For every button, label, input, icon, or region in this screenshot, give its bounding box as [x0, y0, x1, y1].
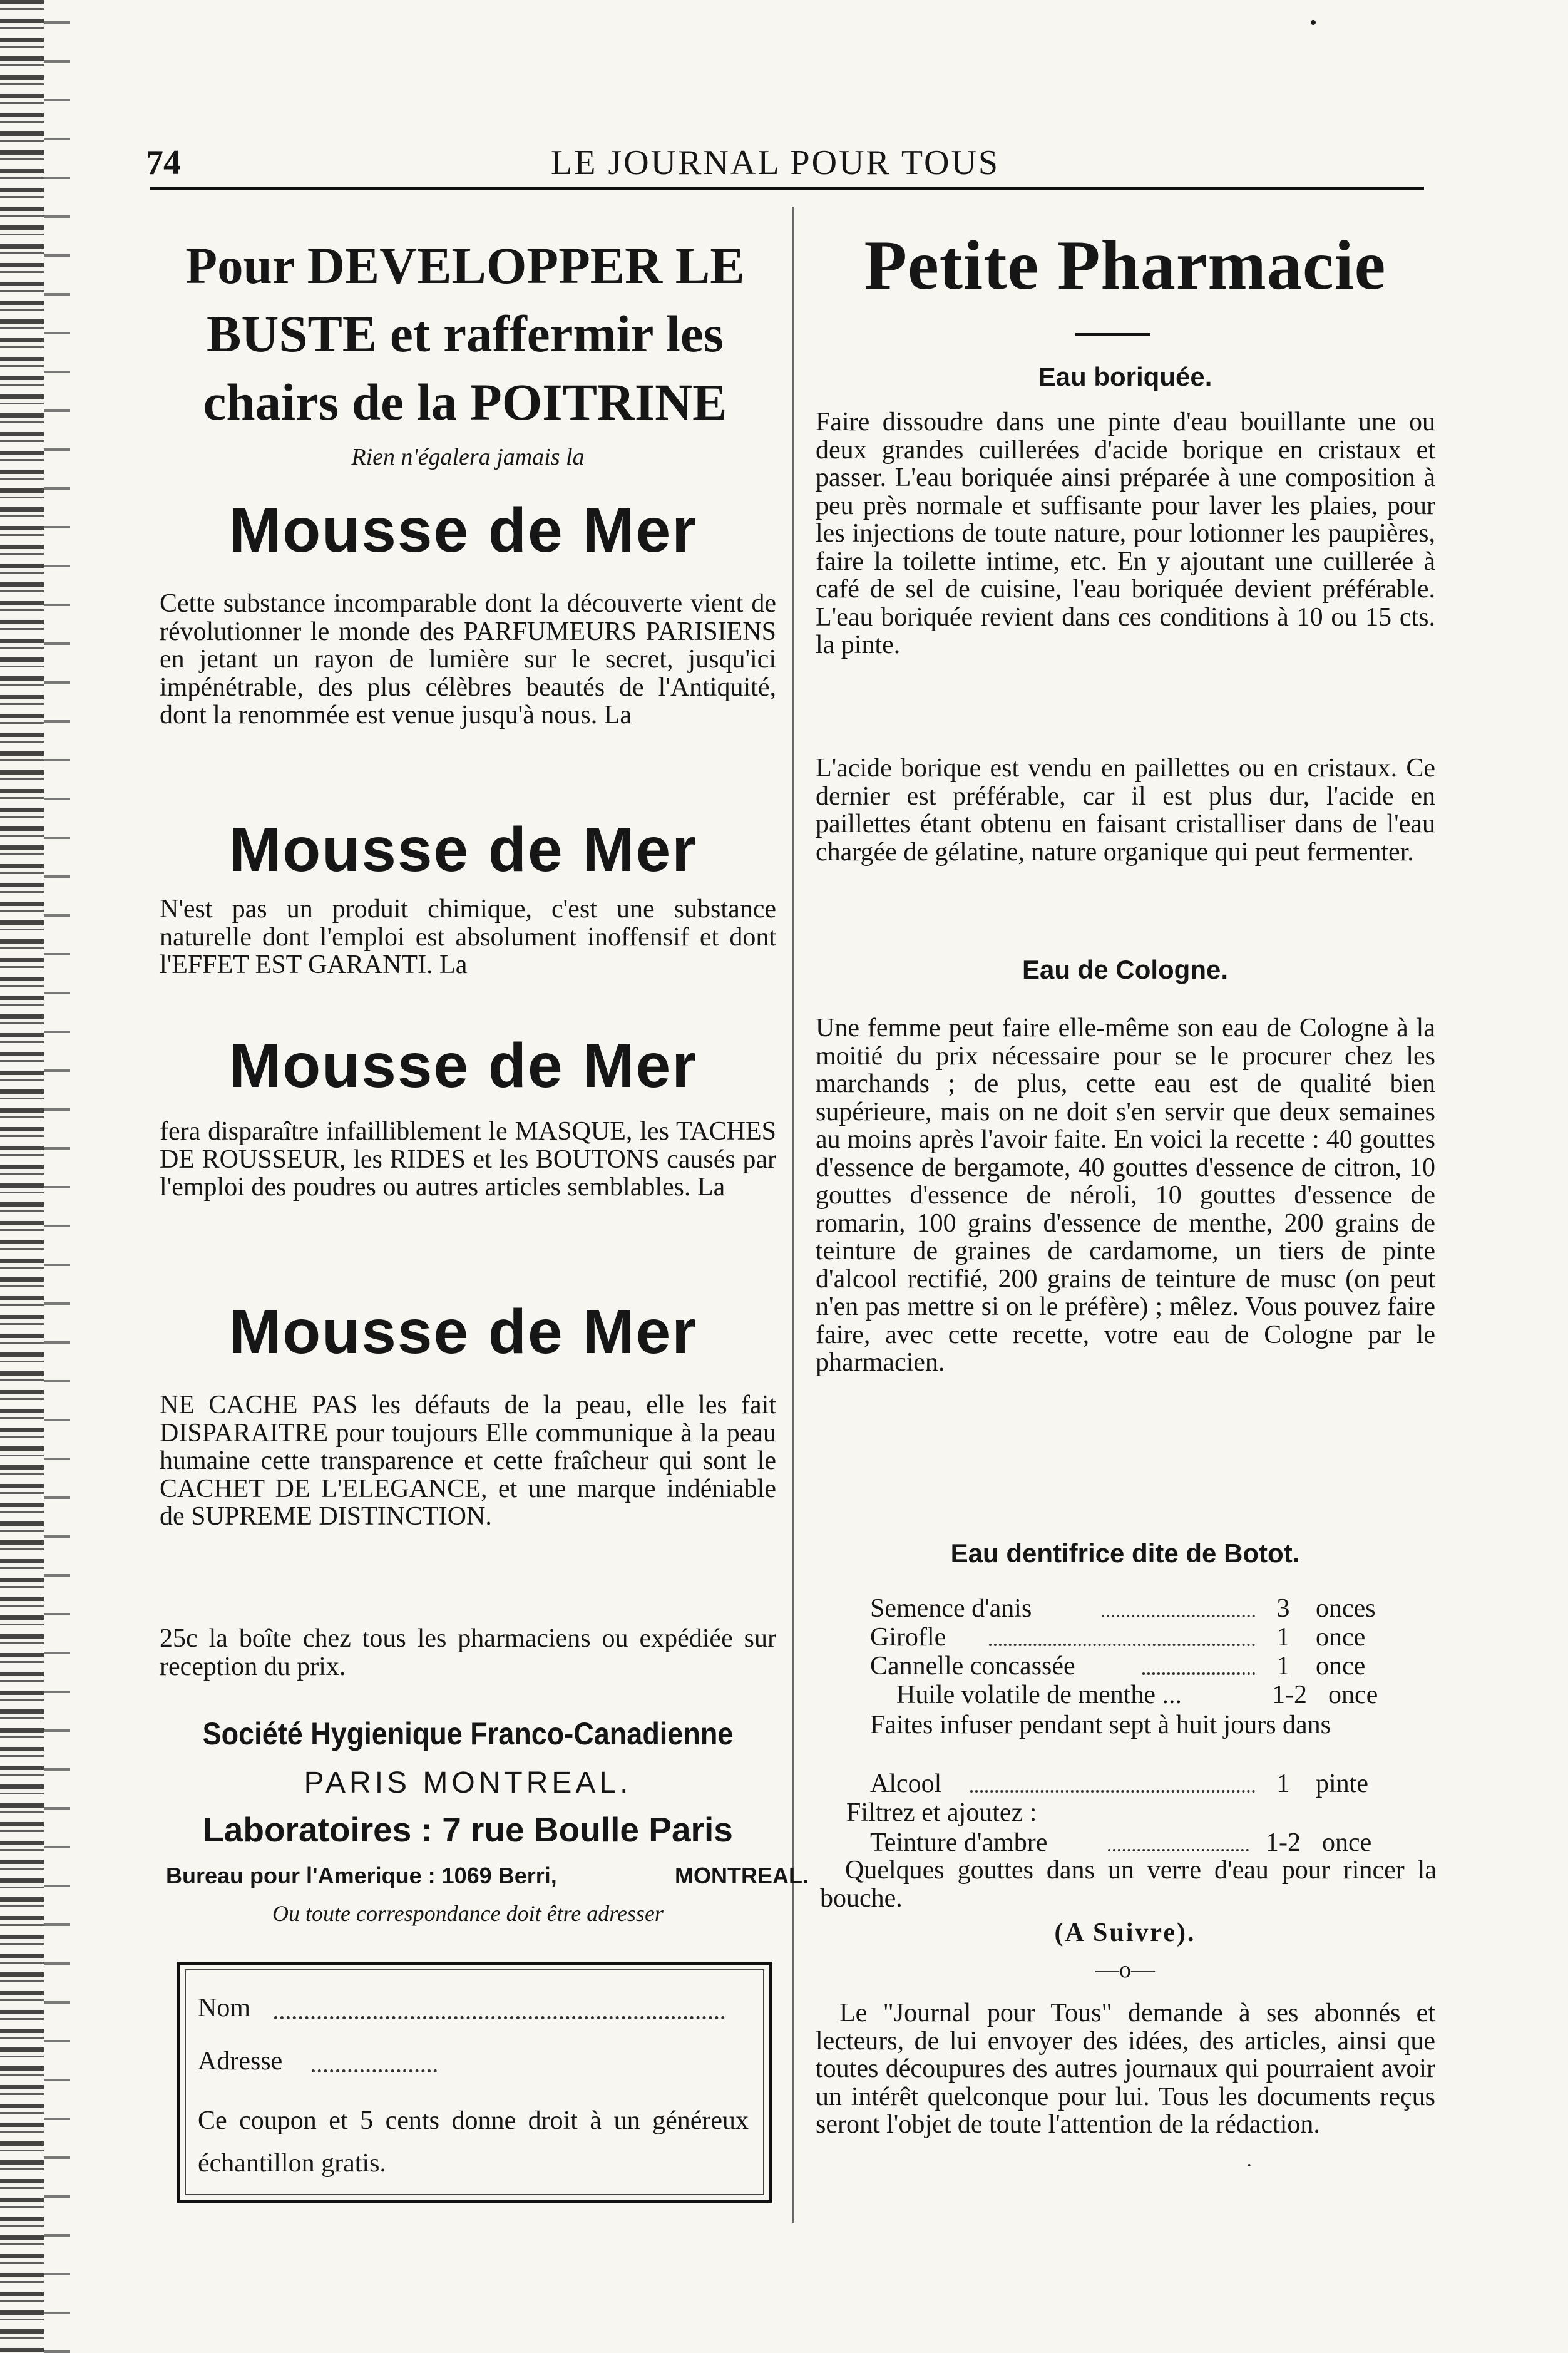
company-name: Société Hygienique Franco-Canadienne — [202, 1716, 734, 1751]
coupon-name-line — [274, 2016, 725, 2019]
eau-de-cologne-text: Une femme peut faire elle-même son eau de Cologne à la moitié du prix nécessaire pour se le procurer chez les marchands ; de plus, cette eau est de qualité bien supérieure, mais on ne doit s'en servir que deux semaines au moins après l'avoir faite. En voici la recette : 40 gouttes d'essence de bergamote, 40 gouttes d'essence de citron, 10 gouttes d'essence de néroli, 10 gouttes d'essence de romarin, 100 grains d'essence de menthe, 200 grains de teinture de graines de cardamome, un tiers de pinte d'alcool rectifié, 200 grains de teinture de musc (on peut n'en pas mettre si on le préfère) ; mêlez. Vous pouvez faire faire, avec cette recette, votre eau de Cologne par le pharmacien. — [816, 1014, 1435, 1377]
filter-instruction: Filtrez et ajoutez : — [846, 1798, 1037, 1827]
header-rule — [150, 187, 1424, 190]
mousse-title-1: Mousse de Mer — [228, 495, 698, 565]
alcohol-row — [870, 1769, 1433, 1798]
column-rule — [792, 207, 794, 2223]
ad-paragraph-2: N'est pas un produit chimique, c'est une substance naturelle dont l'emploi est absolument inoffensif et dont l'EFFET EST GARANTI. La — [160, 895, 776, 979]
print-speck: • — [1309, 11, 1317, 34]
ingredient-unit: pinte — [1316, 1769, 1368, 1798]
ingredient-unit: once — [1328, 1681, 1378, 1709]
price-text: 25c la boîte chez tous les pharmaciens ou expédiée sur reception du prix. — [160, 1624, 776, 1681]
rinse-instruction: Quelques gouttes dans un verre d'eau pour rincer la bouche. — [820, 1856, 1437, 1913]
ingredient-qty: 1-2 — [1266, 1828, 1301, 1857]
leader-dots — [989, 1644, 1255, 1646]
amber-row — [870, 1828, 1433, 1856]
print-speck: · — [1246, 2154, 1253, 2177]
bound-edge-shadow — [44, 0, 70, 2353]
eau-de-cologne-heading: Eau de Cologne. — [1022, 955, 1229, 984]
ingredient-qty: 1 — [1276, 1652, 1290, 1681]
coupon-name-label: Nom — [198, 1994, 250, 2022]
ingredient-name: Semence d'anis — [870, 1594, 1032, 1623]
ingredient-qty: 3 — [1276, 1594, 1290, 1623]
leader-dots — [970, 1790, 1255, 1793]
coupon-offer-text: Ce coupon et 5 cents donne droit à un généreux échantillon gratis. — [198, 2106, 749, 2178]
laboratories-address: Laboratoires : 7 rue Boulle Paris — [203, 1810, 733, 1849]
leader-dots — [1102, 1615, 1255, 1617]
ingredient-name: Cannelle concassée — [870, 1652, 1075, 1681]
title-rule — [1075, 333, 1150, 336]
bound-edge-left — [0, 0, 44, 2353]
ingredient-row — [870, 1651, 1433, 1680]
ad-paragraph-3: fera disparaître infailliblement le MASQUE, les TACHES DE ROUSSEUR, les RIDES et les BOUTONS causés par l'emploi des poudres ou autres articles semblables. La — [160, 1117, 776, 1202]
ingredient-row — [896, 1680, 1460, 1709]
eau-dentifrice-heading: Eau dentifrice dite de Botot. — [950, 1538, 1300, 1568]
section-title: Petite Pharmacie — [864, 227, 1386, 304]
eau-boriquee-heading: Eau boriquée. — [1038, 362, 1212, 391]
running-title: LE JOURNAL POUR TOUS — [551, 143, 1000, 182]
closing-notice: Le "Journal pour Tous" demande à ses abonnés et lecteurs, de lui envoyer des idées, des articles, ainsi que toutes découpures des autres journaux qui pourraient avoir un intérêt quelconque pour lui. Tous les documents reçus seront l'objet de toute l'attention de la rédaction. — [816, 1999, 1435, 2139]
page-number: 74 — [146, 143, 181, 182]
ingredient-unit: onces — [1316, 1594, 1376, 1623]
to-be-continued: (A Suivre). — [1054, 1918, 1196, 1947]
mousse-title-4: Mousse de Mer — [228, 1297, 698, 1367]
ad-paragraph-4: NE CACHE PAS les défauts de la peau, elle les fait DISPARAITRE pour toujours Elle communique à la peau humaine cette transparence et cette fraîcheur qui sont le CACHET DE L'ELEGANCE, et une marque indéniable de SUPREME DISTINCTION. — [160, 1391, 776, 1531]
coupon-address-line — [312, 2069, 437, 2072]
eau-boriquee-text-2: L'acide borique est vendu en paillettes ou en cristaux. Ce dernier est préférable, car il est plus dur, l'acide en paillettes étant obtenu en faisant cristalliser dans de l'eau chargée de gélatine, nature organique qui peut fermenter. — [816, 754, 1435, 867]
ingredient-unit: once — [1322, 1828, 1372, 1857]
leader-dots — [1108, 1849, 1249, 1851]
ingredient-unit: once — [1316, 1652, 1366, 1681]
ingredient-name: Alcool — [870, 1769, 942, 1798]
bureau-address: Bureau pour l'Amerique : 1069 Berri, — [166, 1863, 557, 1888]
mousse-title-3: Mousse de Mer — [228, 1031, 698, 1101]
infuse-instruction: Faites infuser pendant sept à huit jours dans — [870, 1711, 1331, 1739]
coupon-box — [177, 1962, 772, 2203]
ingredient-row — [870, 1622, 1433, 1651]
ad-paragraph-1: Cette substance incomparable dont la découverte vient de révolutionner le monde des PARFUMEURS PARISIENS en jetant un rayon de lumière sur le secret, jusqu'ici impénétrable, des plus célèbres beautés de l'Antiquité, dont la renommée est venue jusqu'à nous. La — [160, 589, 776, 729]
eau-boriquee-text-1: Faire dissoudre dans une pinte d'eau bouillante une ou deux grandes cuillerées d'acide borique en cristaux et passer. L'eau boriquée ainsi préparée à une composition à peu près normale et suffisante pour laver les plaies, pour les injections de toute nature, pour lotionner les paupières, faire la toilette intime, etc. En y ajoutant une cuillerée à café de sel de cuisine, l'eau boriquée devient préférable. L'eau boriquée revient dans ces conditions à 10 ou 15 cts. la pinte. — [816, 408, 1435, 659]
ad-subline: Rien n'égalera jamais la — [351, 444, 585, 470]
section-divider: —o— — [1095, 1957, 1155, 1983]
leader-dots — [1142, 1672, 1255, 1675]
ingredient-unit: once — [1316, 1623, 1366, 1652]
ingredient-row — [870, 1594, 1433, 1622]
company-cities: PARIS MONTREAL. — [304, 1766, 632, 1800]
ingredient-qty: 1-2 — [1272, 1681, 1307, 1709]
correspondence-note: Ou toute correspondance doit être adresser — [272, 1901, 664, 1926]
bureau-city: MONTREAL. — [675, 1863, 809, 1888]
ingredient-name: Girofle — [870, 1623, 946, 1652]
ingredient-name: Huile volatile de menthe ... — [896, 1681, 1182, 1709]
ingredient-qty: 1 — [1276, 1769, 1290, 1798]
ingredient-qty: 1 — [1276, 1623, 1290, 1652]
mousse-title-2: Mousse de Mer — [228, 815, 698, 885]
coupon-address-label: Adresse — [198, 2047, 283, 2076]
ingredient-name: Teinture d'ambre — [870, 1828, 1048, 1857]
ad-headline: Pour DEVELOPPER LE BUSTE et raffermir les chairs de la POITRINE — [185, 237, 745, 431]
